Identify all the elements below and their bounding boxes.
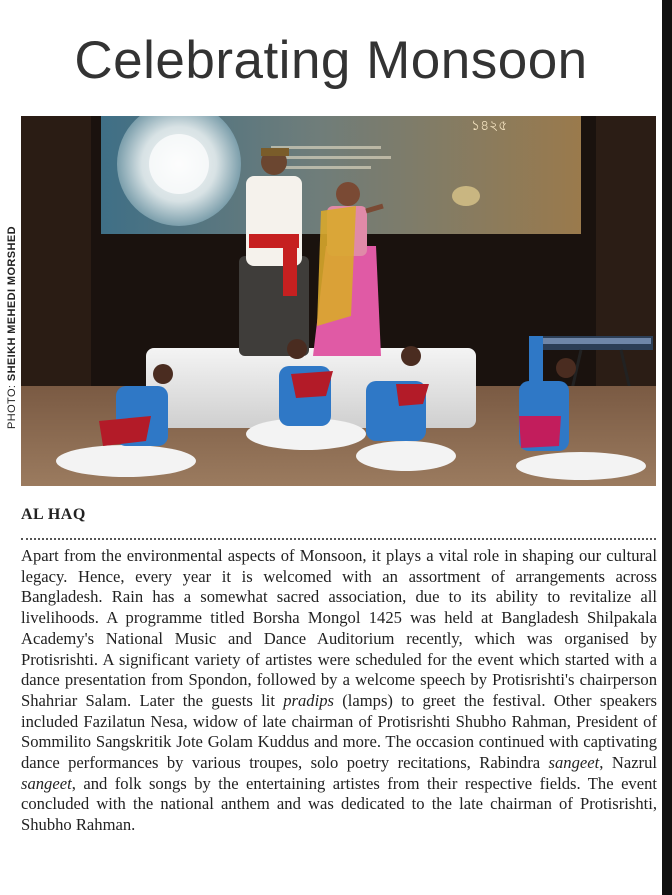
body-part: , Nazrul (599, 753, 657, 773)
body-part: , and folk songs by the entertaining artistes from their respective fields. The event concluded with the national anthem and was dedicated to the late chairman of Protisrishti, Shubho Rahman. (21, 773, 657, 835)
headline: Celebrating Monsoon (74, 31, 588, 90)
body-italic-sangeet: sangeet (21, 773, 72, 793)
article-body (21, 546, 657, 836)
page-edge-bar (662, 0, 672, 895)
performer-man (239, 148, 309, 356)
body-part: (lamps) to greet the festival. Other speakers included Fazilatun Nesa, widow of late chairman of Protisrishti Shubho Rahman, President of Sommilito Sangskritik Jote Golam Kuddus and more. The occasion continued with captivating dance performances by various troupes, solo poetry recitations, Rabindra (21, 690, 657, 773)
body-part: Apart from the environmental aspects of Monsoon, it plays a vital role in shaping our cultural legacy. Hence, every year it is welcomed with an assortment of arrangements across Bangladesh. Rain has a somewhat sacred association, due to its ability to revitalize all livelihoods. A programme titled Borsha Mongol 1425 was held at Bangladesh Shilpakala Academy's National Music and Dance Auditorium recently, which was organised by Protisrishti. A significant variety of artistes were scheduled for the event which started with a dance presentation from Spondon, followed by a welcome speech by Protisrishti's chairperson Shahriar Salam. Later the guests lit (21, 546, 657, 710)
article-photo (21, 116, 656, 486)
photo-credit (3, 226, 21, 429)
author-byline: AL HAQ (21, 506, 86, 523)
photo-credit-name: SHEIKH MEHEDI MORSHED (6, 226, 18, 382)
body-italic-pradips: pradips (283, 690, 334, 710)
body-italic-sangeet: sangeet (548, 753, 600, 773)
dotted-divider (21, 538, 656, 540)
banner-year: ১৪২৫ (471, 118, 508, 134)
photo-credit-prefix: PHOTO: (6, 381, 18, 429)
